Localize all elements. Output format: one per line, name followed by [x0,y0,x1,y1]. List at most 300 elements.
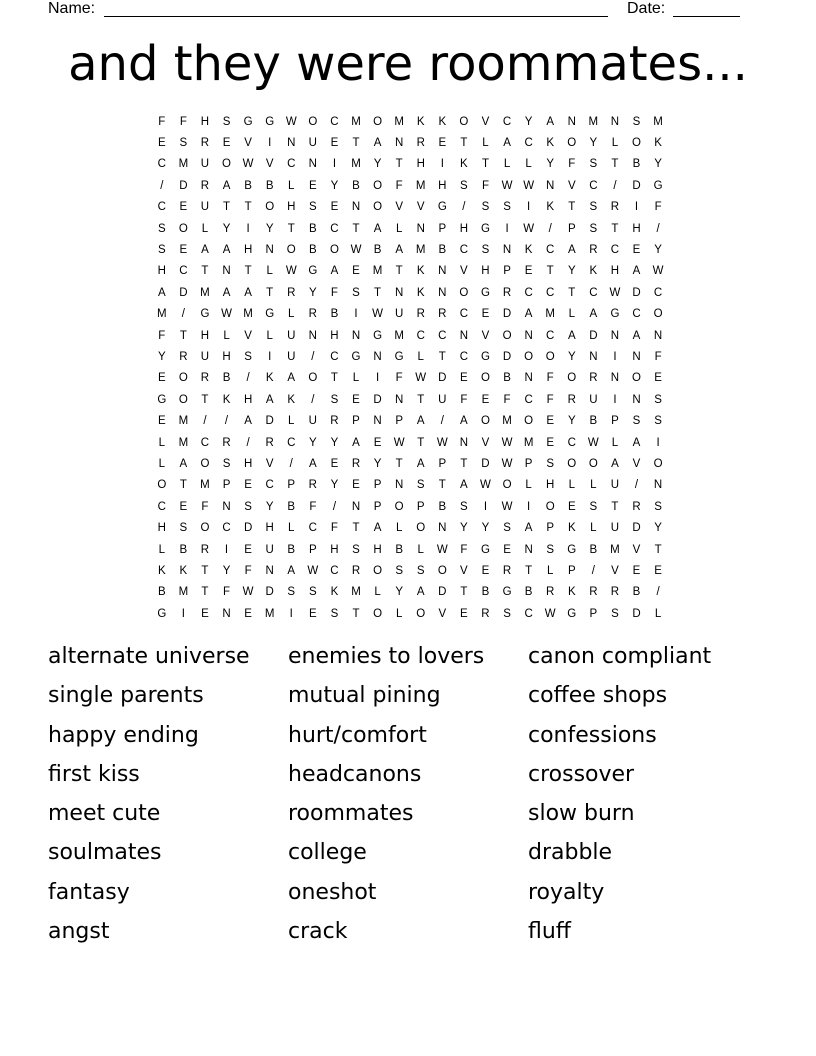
grid-letter: Y [460,522,468,535]
grid-letter: C [157,158,166,171]
grid-letter: D [373,393,382,406]
grid-letter: D [632,522,641,535]
grid-letter: V [481,436,490,449]
grid-letter: / [160,179,164,192]
grid-letter: R [179,350,188,363]
grid-letter: A [416,415,425,428]
grid-letter: R [481,607,490,620]
grid-letter: Y [654,158,662,171]
grid-letter: T [201,564,209,577]
grid-letter: W [372,308,383,321]
grid-letter: Y [330,436,339,449]
grid-letter: Y [546,158,555,171]
grid-letter: R [308,479,317,492]
grid-letter: S [416,564,425,577]
grid-letter: V [460,564,468,577]
word-list-item: meet cute [48,801,161,827]
grid-row [151,239,669,260]
grid-letter: B [179,543,188,556]
grid-letter: L [417,543,424,556]
word-list-item: mutual pining [288,683,441,709]
grid-letter: R [567,393,576,406]
grid-letter: Y [373,158,382,171]
grid-letter: G [502,586,512,599]
grid-letter: Y [309,436,317,449]
grid-letter: G [157,607,167,620]
grid-letter: F [546,372,554,385]
grid-letter: T [417,436,425,449]
grid-letter: N [351,329,361,342]
grid-letter: R [589,372,598,385]
grid-letter: B [330,308,339,321]
grid-letter: S [352,286,360,299]
grid-letter: C [459,244,469,257]
grid-letter: C [546,286,555,299]
grid-letter: P [524,457,533,470]
grid-letter: / [311,393,315,406]
grid-letter: C [524,393,533,406]
grid-letter: O [222,158,231,171]
grid-letter: K [416,115,425,128]
grid-letter: W [307,564,319,577]
grid-row [151,154,669,175]
grid-letter: W [523,179,535,192]
grid-letter: A [244,286,252,299]
grid-letter: T [201,265,209,278]
grid-letter: D [179,179,188,192]
grid-letter: / [311,350,315,363]
grid-letter: P [352,415,360,428]
grid-letter: K [654,137,662,150]
grid-letter: B [157,586,166,599]
grid-letter: E [632,564,641,577]
grid-letter: I [656,436,660,449]
grid-letter: L [395,222,403,235]
grid-letter: E [373,436,382,449]
grid-letter: H [243,457,253,470]
grid-letter: N [567,115,576,128]
grid-letter: R [222,436,231,449]
grid-letter: A [222,286,231,299]
grid-letter: S [460,500,468,513]
grid-letter: C [330,115,339,128]
grid-row [151,111,669,132]
grid-letter: W [652,265,664,278]
grid-letter: T [417,393,425,406]
grid-letter: A [244,415,252,428]
grid-letter: G [480,286,490,299]
grid-letter: R [416,308,425,321]
grid-letter: R [610,201,620,214]
grid-letter: L [568,308,575,321]
grid-letter: F [654,350,662,363]
grid-letter: E [309,607,317,620]
grid-letter: O [308,372,318,385]
grid-letter: M [372,265,383,278]
grid-letter: L [525,479,532,492]
grid-row [151,410,669,431]
grid-letter: N [524,329,533,342]
word-list-item: headcanons [288,761,422,787]
grid-letter: H [546,479,555,492]
grid-row [151,325,669,346]
grid-letter: / [440,415,444,428]
grid-letter: T [352,607,360,620]
grid-letter: N [351,500,361,513]
grid-row [151,496,669,517]
grid-letter: N [373,350,382,363]
grid-letter: A [632,329,641,342]
grid-letter: R [589,586,598,599]
grid-letter: E [157,415,166,428]
grid-letter: H [481,265,490,278]
grid-letter: S [309,201,317,214]
grid-letter: F [568,158,576,171]
grid-letter: O [480,372,490,385]
grid-letter: O [178,393,188,406]
grid-letter: N [632,350,641,363]
grid-letter: T [611,222,619,235]
grid-letter: U [394,308,404,321]
grid-letter: C [330,222,339,235]
word-list-item: confessions [528,722,657,748]
grid-letter: A [309,457,317,470]
grid-letter: C [179,265,188,278]
grid-letter: O [632,137,641,150]
grid-letter: O [567,457,577,470]
grid-letter: M [415,179,426,192]
grid-letter: U [200,158,210,171]
grid-letter: K [546,137,555,150]
grid-letter: W [415,372,427,385]
grid-letter: W [501,179,513,192]
grid-letter: H [416,158,425,171]
grid-letter: I [613,393,617,406]
grid-letter: G [437,201,447,214]
grid-letter: H [243,244,253,257]
grid-letter: L [525,158,532,171]
grid-letter: K [416,265,425,278]
grid-letter: E [481,308,490,321]
grid-letter: A [589,308,598,321]
grid-letter: I [440,158,444,171]
word-list-item: royalty [528,879,605,905]
grid-letter: R [416,137,425,150]
grid-letter: O [653,457,663,470]
grid-letter: E [632,244,641,257]
grid-letter: O [286,244,296,257]
grid-letter: E [201,607,209,620]
grid-letter: R [330,415,339,428]
grid-letter: D [632,607,641,620]
grid-letter: L [395,522,403,535]
grid-letter: P [373,500,382,513]
grid-letter: / [246,436,250,449]
grid-letter: I [224,543,229,556]
grid-letter: F [223,586,231,599]
grid-letter: D [265,586,274,599]
grid-letter: U [200,201,210,214]
grid-letter: W [544,607,556,620]
grid-letter: C [416,329,425,342]
grid-row [151,282,669,303]
grid-letter: N [438,265,447,278]
grid-letter: R [200,372,210,385]
grid-letter: D [438,372,447,385]
grid-letter: P [416,500,425,513]
grid-letter: A [416,586,425,599]
grid-letter: O [265,201,275,214]
word-list-item: coffee shops [528,683,668,709]
grid-letter: T [481,158,489,171]
grid-letter: H [265,522,274,535]
grid-letter: I [181,607,185,620]
grid-letter: H [330,329,339,342]
grid-letter: C [524,607,533,620]
grid-letter: S [222,115,231,128]
grid-letter: C [502,115,512,128]
grid-letter: O [200,457,210,470]
grid-letter: E [481,564,490,577]
grid-letter: V [567,179,576,192]
grid-letter: I [375,372,380,385]
grid-letter: Y [567,350,576,363]
grid-letter: G [567,543,577,556]
grid-letter: S [503,522,511,535]
grid-letter: A [546,115,555,128]
grid-letter: N [394,393,404,406]
grid-letter: / [224,415,229,428]
grid-letter: B [632,586,641,599]
grid-letter: B [309,222,317,235]
grid-letter: C [459,308,469,321]
grid-letter: S [157,222,166,235]
grid-letter: L [223,329,230,342]
header [48,0,748,20]
grid-letter: M [394,329,404,342]
grid-letter: D [589,329,598,342]
grid-letter: E [244,607,252,620]
grid-letter: B [438,244,447,257]
grid-letter: N [394,286,404,299]
word-list-item: single parents [48,683,204,709]
grid-letter: V [244,137,252,150]
grid-letter: C [589,179,598,192]
grid-letter: E [179,244,188,257]
grid-letter: K [438,115,447,128]
grid-letter: N [308,329,317,342]
grid-letter: N [222,607,231,620]
grid-letter: P [395,415,403,428]
grid-letter: Y [330,479,339,492]
grid-letter: O [632,372,641,385]
grid-letter: L [417,350,424,363]
grid-letter: O [373,179,383,192]
grid-letter: T [438,350,446,363]
grid-letter: S [416,479,425,492]
grid-letter: O [567,137,577,150]
grid-letter: S [589,222,598,235]
grid-letter: Y [481,522,490,535]
grid-letter: E [222,137,231,150]
grid-letter: R [546,586,555,599]
grid-letter: N [589,350,598,363]
grid-letter: L [590,479,597,492]
grid-letter: H [373,543,382,556]
grid-letter: T [546,265,554,278]
grid-letter: R [502,564,512,577]
grid-letter: T [438,479,446,492]
grid-letter: E [244,543,252,556]
word-list [48,640,768,954]
grid-letter: M [200,286,210,299]
grid-letter: S [222,457,231,470]
grid-letter: I [289,607,293,620]
grid-letter: P [589,607,598,620]
grid-letter: U [589,393,598,406]
grid-letter: S [309,586,317,599]
grid-letter: T [287,222,295,235]
grid-row [151,389,669,410]
grid-letter: M [502,415,512,428]
grid-letter: A [503,137,511,150]
grid-letter: M [178,436,189,449]
grid-letter: O [157,479,167,492]
grid-letter: Y [395,586,403,599]
grid-row [151,475,669,496]
grid-letter: A [524,308,533,321]
grid-letter: V [632,543,641,556]
grid-letter: L [482,137,489,150]
grid-letter: M [653,115,663,128]
word-list-item: crossover [528,761,635,787]
grid-letter: / [203,415,207,428]
grid-letter: A [460,415,468,428]
grid-letter: E [157,372,166,385]
grid-row [151,368,669,389]
grid-letter: O [373,564,383,577]
grid-letter: H [287,201,296,214]
grid-letter: O [524,350,534,363]
grid-letter: T [611,158,619,171]
grid-letter: C [632,308,641,321]
grid-letter: N [416,222,425,235]
grid-letter: S [589,500,598,513]
grid-letter: M [588,115,599,128]
grid-letter: Y [265,222,274,235]
grid-letter: O [416,607,426,620]
grid-letter: Y [589,137,598,150]
grid-letter: N [373,415,382,428]
grid-row [151,517,669,538]
grid-letter: E [438,137,447,150]
grid-letter: U [200,350,210,363]
grid-letter: A [222,244,231,257]
grid-letter: G [653,179,663,192]
grid-letter: A [265,393,274,406]
grid-letter: F [201,500,209,513]
grid-letter: R [265,436,274,449]
grid-letter: Y [567,265,576,278]
grid-letter: S [546,543,555,556]
grid-letter: S [503,201,511,214]
grid-letter: T [395,158,403,171]
grid-letter: N [265,244,274,257]
grid-letter: A [632,265,641,278]
word-list-item: drabble [528,840,613,866]
grid-letter: A [524,522,533,535]
grid-letter: G [480,222,490,235]
grid-letter: F [158,115,166,128]
grid-letter: A [611,457,619,470]
grid-letter: U [287,329,296,342]
grid-letter: A [373,522,382,535]
grid-letter: A [373,137,382,150]
grid-letter: W [501,457,513,470]
grid-letter: O [329,244,339,257]
grid-letter: L [288,522,295,535]
letter-grid [151,111,669,624]
grid-letter: I [268,137,272,150]
word-list-item: fluff [528,919,571,945]
grid-letter: B [287,500,296,513]
grid-letter: O [459,286,469,299]
grid-letter: C [546,244,555,257]
grid-letter: E [330,201,339,214]
grid-letter: N [394,137,404,150]
grid-row [151,560,669,581]
grid-letter: R [438,308,447,321]
grid-letter: P [309,543,317,556]
grid-letter: M [156,308,167,321]
grid-letter: F [460,393,468,406]
grid-letter: C [330,350,339,363]
grid-letter: H [610,265,620,278]
grid-letter: E [460,607,468,620]
grid-letter: B [589,415,598,428]
grid-letter: S [481,201,490,214]
grid-letter: G [265,308,275,321]
grid-letter: I [527,201,531,214]
grid-letter: N [524,543,533,556]
grid-letter: M [351,158,361,171]
grid-letter: B [352,179,360,192]
grid-letter: W [221,308,232,321]
grid-letter: V [611,564,619,577]
grid-letter: C [610,244,620,257]
grid-row [151,197,669,218]
grid-letter: M [523,436,534,449]
grid-letter: T [352,137,360,150]
grid-letter: L [654,607,662,620]
grid-letter: O [437,564,447,577]
grid-letter: / [613,179,617,192]
grid-letter: L [590,522,597,535]
grid-letter: Y [222,222,231,235]
grid-letter: D [438,586,447,599]
grid-letter: M [351,586,361,599]
grid-letter: O [545,350,555,363]
grid-letter: L [395,607,403,620]
grid-letter: C [589,286,598,299]
grid-letter: N [438,522,447,535]
grid-letter: C [222,522,231,535]
grid-letter: L [201,222,209,235]
grid-letter: G [157,393,167,406]
grid-letter: L [374,586,381,599]
grid-letter: M [415,244,426,257]
grid-letter: W [242,158,254,171]
